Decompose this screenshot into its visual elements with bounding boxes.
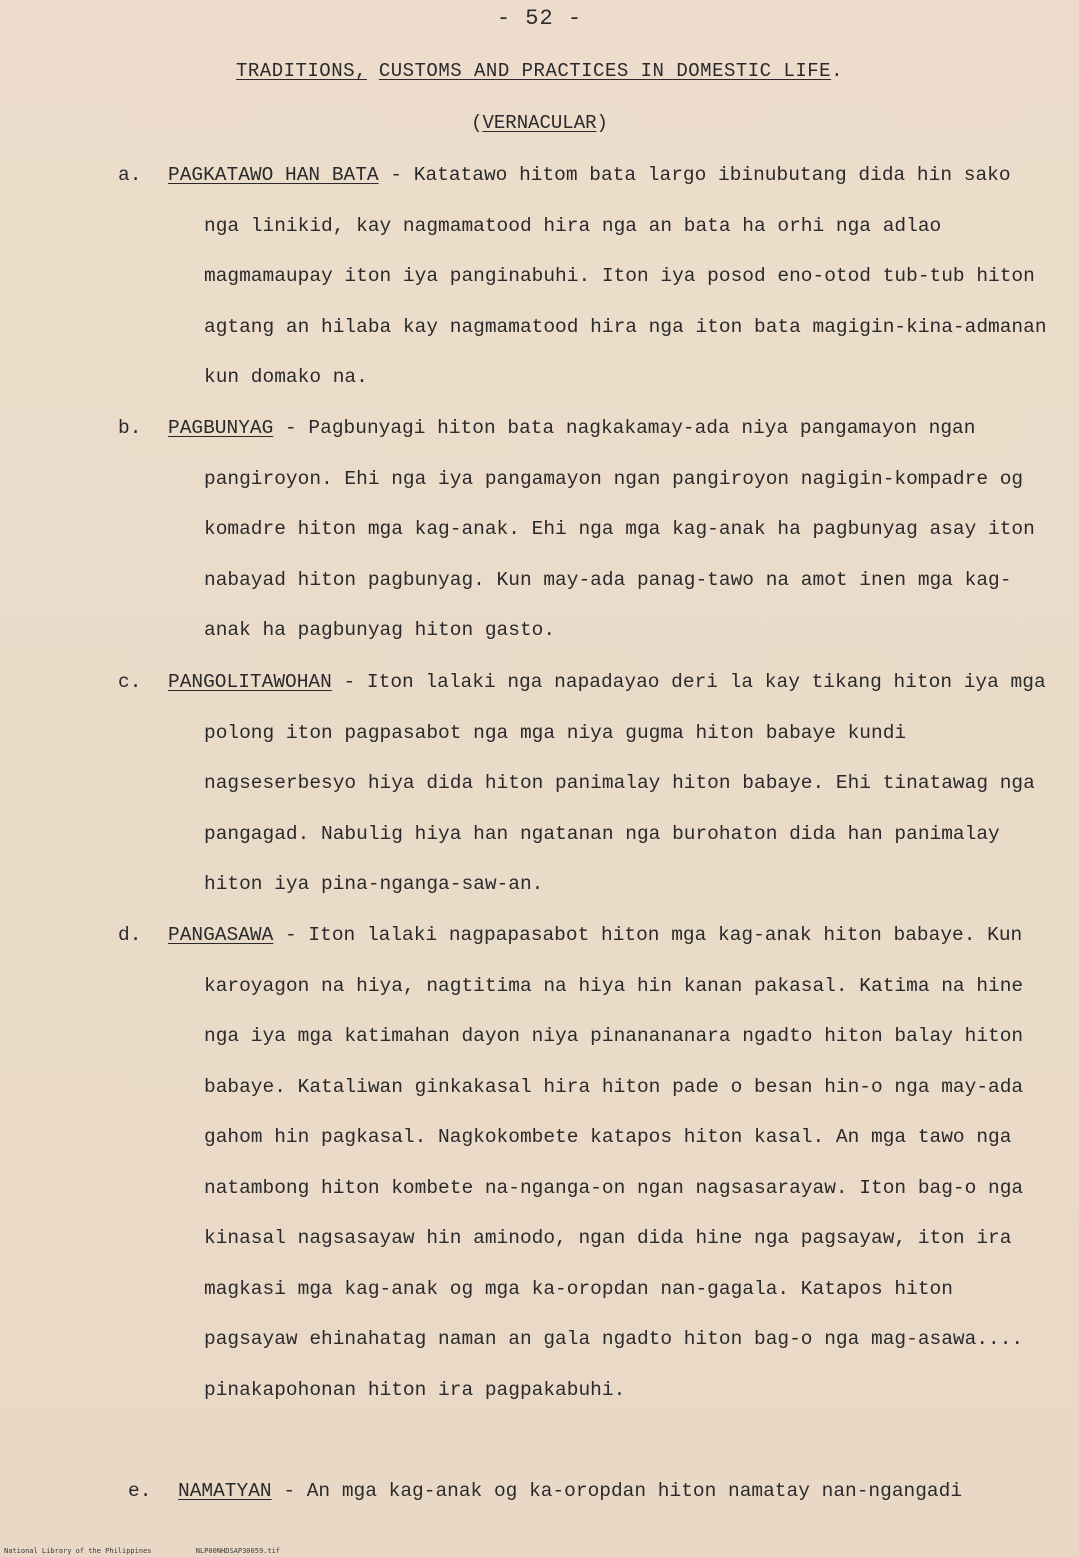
page-number: - 52 - xyxy=(496,6,583,31)
entry-text xyxy=(168,657,1048,910)
entry-heading: NAMATYAN xyxy=(178,1480,272,1502)
entry-letter: a. xyxy=(118,164,142,186)
entry-letter: e. xyxy=(128,1480,152,1502)
subtitle-close-paren: ) xyxy=(596,112,608,134)
entry-text xyxy=(168,403,1048,656)
entry-text xyxy=(168,150,1048,403)
entry-pangasawa xyxy=(118,910,1048,1415)
entry-body: - Katatawo hitom bata largo ibinubutang dida hin sako nga linikid, kay nagmamatood hira nga an bata ha orhi nga adlao magmamaupay iton iya panginabuhi. Iton iya posod eno-otod tub-tub hiton agtang an hilaba kay nagmamatood hira nga iton bata magigin-kina-admanan kun domako na. xyxy=(204,164,1047,388)
entry-namatyan xyxy=(128,1466,1058,1517)
footer-library: National Library of the Philippines xyxy=(4,1547,152,1555)
document-subtitle xyxy=(0,112,1079,134)
entry-pangolitawohan xyxy=(118,657,1048,910)
entry-body: - Iton lalaki nga napadayao deri la kay tikang hiton iya mga polong iton pagpasabot nga mga niya gugma hiton babaye kundi nagseserbesyo hiya dida hiton panimalay hiton babaye. Ehi tinatawag nga pangagad. Nabulig hiya han ngatanan nga burohaton dida han panimalay hiton iya pina-nganga-saw-an. xyxy=(204,671,1046,895)
subtitle-text: VERNACULAR xyxy=(482,112,597,134)
subtitle-open-paren: ( xyxy=(471,112,483,134)
entry-letter: d. xyxy=(118,924,142,946)
title-suffix: . xyxy=(831,60,843,82)
entry-body: - Iton lalaki nagpapasabot hiton mga kag-anak hiton babaye. Kun karoyagon na hiya, nagtitima na hiya hin kanan pakasal. Katima na hine nga iya mga katimahan dayon niya pinanananara ngadto hiton balay hiton babaye. Kataliwan ginkakasal hira hiton pade o besan hin-o nga may-ada gahom hin pagkasal. Nagkokombete katapos hiton kasal. An mga tawo nga natambong hiton kombete na-nganga-on ngan nagsasarayaw. Iton bag-o nga kinasal nagsasayaw hin aminodo, ngan dida hine nga pagsayaw, iton ira magkasi mga kag-anak og mga ka-oropdan nan-gagala. Katapos hiton pagsayaw ehinahatag naman an gala ngadto hiton bag-o nga mag-asawa.... pinakapohonan hiton ira pagpakabuhi. xyxy=(204,924,1024,1401)
title-part-2: CUSTOMS AND PRACTICES IN DOMESTIC LIFE xyxy=(378,60,832,82)
entry-letter: c. xyxy=(118,671,142,693)
entry-heading: PAGKATAWO HAN BATA xyxy=(168,164,379,186)
entry-text xyxy=(178,1466,1058,1517)
entry-letter: b. xyxy=(118,417,142,439)
entry-heading: PAGBUNYAG xyxy=(168,417,274,439)
title-part-1: TRADITIONS, xyxy=(235,60,367,82)
scan-footer xyxy=(4,1547,320,1555)
entry-text xyxy=(168,910,1048,1415)
entry-body: - Pagbunyagi hiton bata nagkakamay-ada niya pangamayon ngan pangiroyon. Ehi nga iya pangamayon ngan pangiroyon nagigin-kompadre og komadre hiton mga kag-anak. Ehi nga mga kag-anak ha pagbunyag asay iton nabayad hiton pagbunyag. Kun may-ada panag-tawo na amot inen mga kag-anak ha pagbunyag hiton gasto. xyxy=(204,417,1035,641)
entry-heading: PANGASAWA xyxy=(168,924,274,946)
document-title xyxy=(0,60,1079,82)
entry-pagkatawo xyxy=(118,150,1048,403)
footer-file: NLP00NHDSAP30059.tif xyxy=(195,1547,281,1555)
entry-heading: PANGOLITAWOHAN xyxy=(168,671,332,693)
entry-pagbunyag xyxy=(118,403,1048,656)
entry-body: - An mga kag-anak og ka-oropdan hiton namatay nan-ngangadi xyxy=(271,1480,963,1502)
